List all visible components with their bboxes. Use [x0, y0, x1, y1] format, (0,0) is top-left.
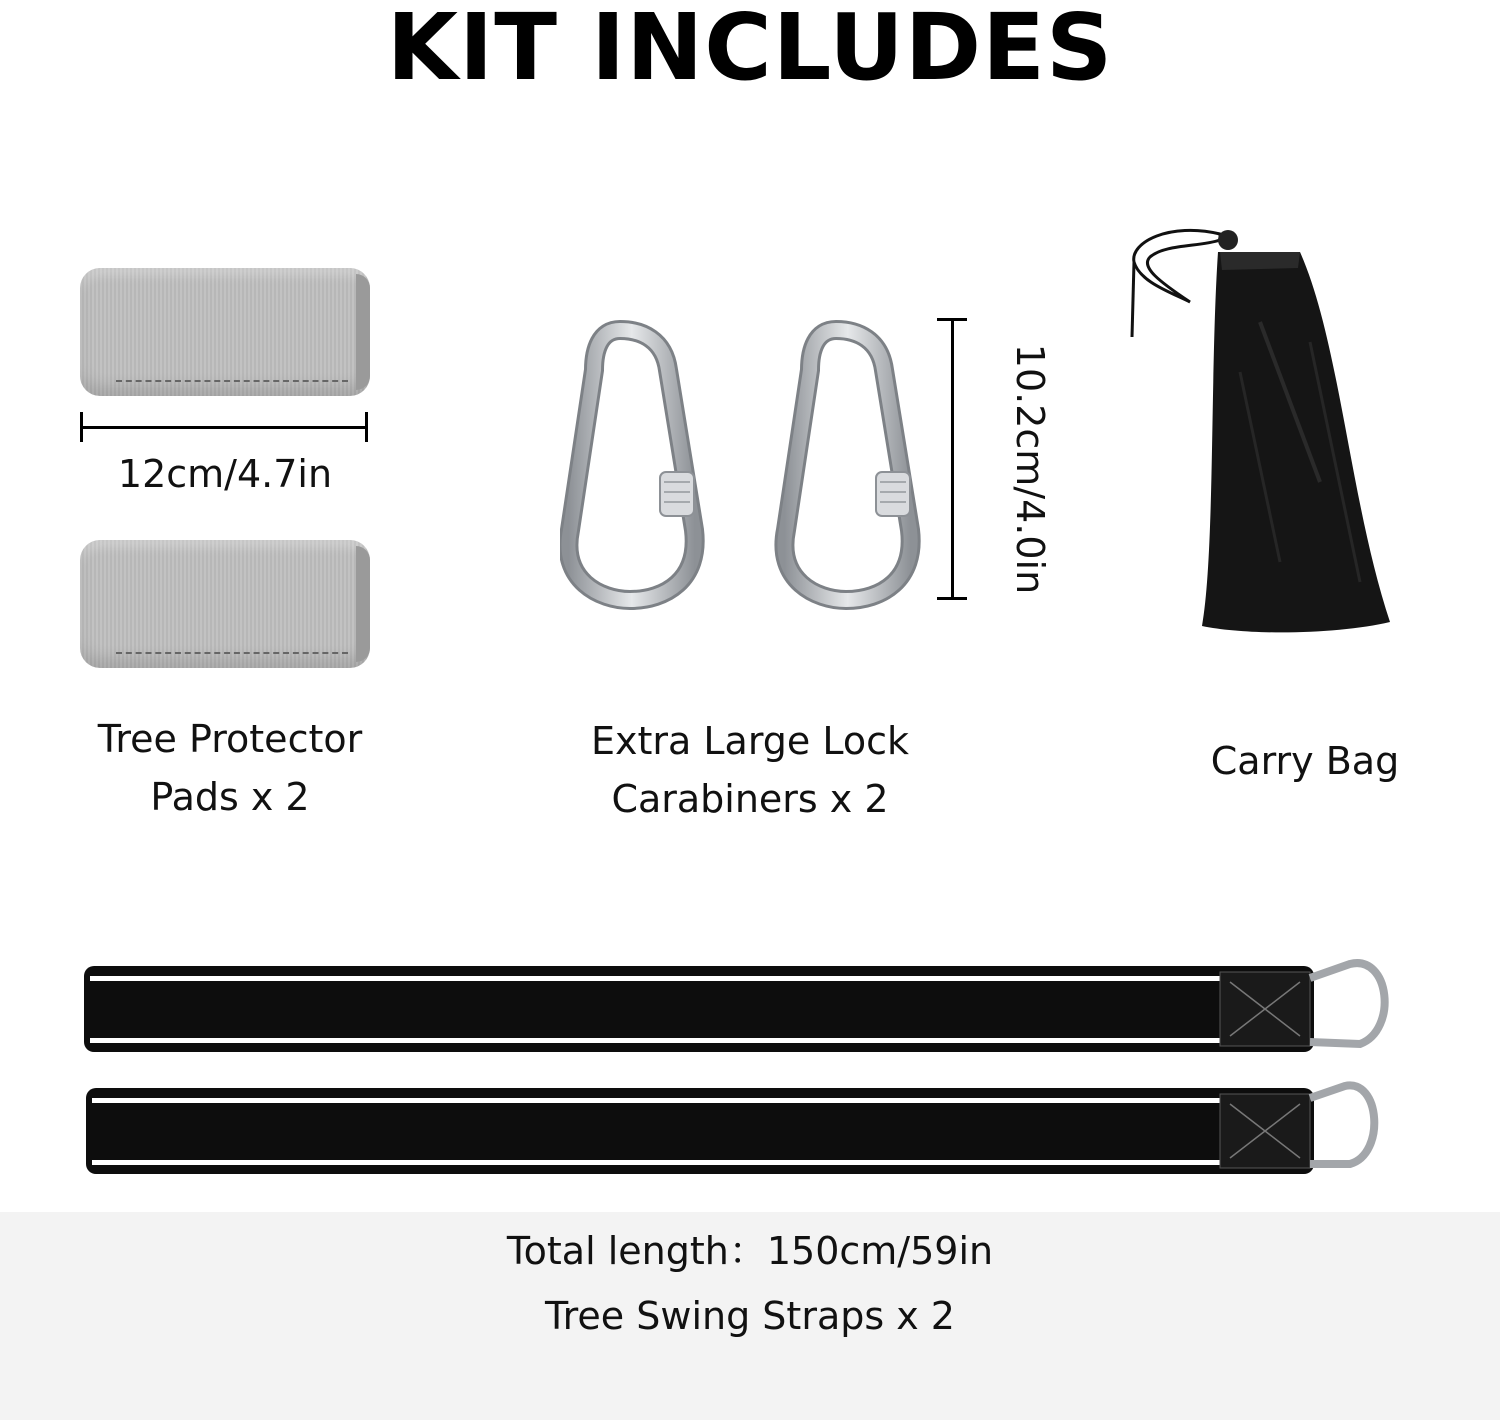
straps-label: Tree Swing Straps x 2: [545, 1294, 955, 1338]
carabiner-1: [568, 330, 694, 600]
carabiner-dimension-label: 10.2cm/4.0in: [1008, 343, 1052, 595]
pads-label-line1: Tree Protector: [97, 717, 363, 761]
page-title: KIT INCLUDES: [386, 0, 1114, 101]
strap-2: [86, 1085, 1374, 1174]
carabiners-image: [560, 310, 940, 610]
carabiners-label-line1: Extra Large Lock: [590, 719, 910, 763]
pads-label-line2: Pads x 2: [150, 775, 310, 819]
carry-bag-image: [1110, 222, 1430, 642]
pad-dimension-tick-left: [80, 412, 83, 442]
pad-dimension-label: 12cm/4.7in: [117, 452, 333, 496]
tree-protector-pad-1: [80, 268, 370, 396]
carry-bag-label: Carry Bag: [1210, 739, 1400, 783]
pad-dimension-tick-right: [365, 412, 368, 442]
tree-protector-pad-2: [80, 540, 370, 668]
carabiner-dimension-tick-top: [937, 318, 967, 321]
tree-swing-straps-image: [80, 938, 1400, 1198]
carabiners-label-line2: Carabiners x 2: [611, 777, 889, 821]
carabiner-dimension-line: [951, 318, 954, 600]
strap-1: [84, 963, 1385, 1052]
straps-length-label: Total length：150cm/59in: [506, 1229, 994, 1273]
pad-dimension-line: [80, 426, 368, 429]
carabiner-2: [784, 330, 910, 600]
carabiner-dimension-tick-bottom: [937, 597, 967, 600]
